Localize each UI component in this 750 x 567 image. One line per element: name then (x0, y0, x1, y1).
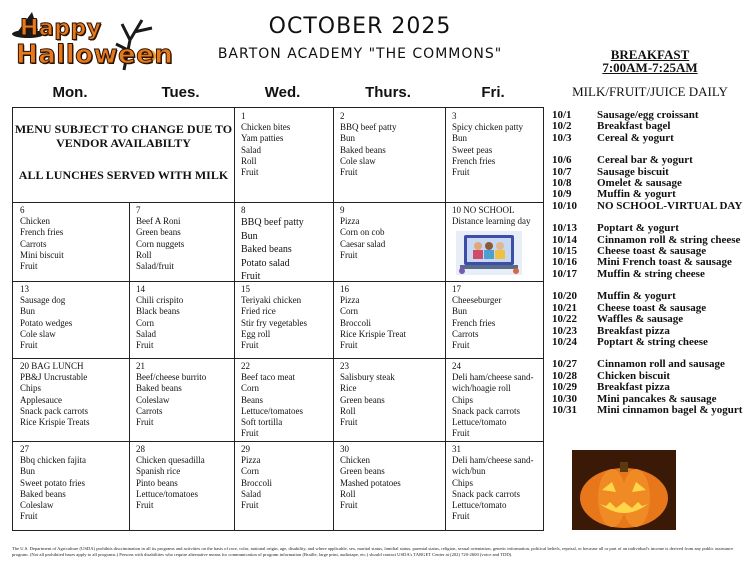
menu-item: Bun (20, 306, 36, 317)
menu-item: Salad (241, 488, 261, 499)
day-cell (234, 441, 333, 530)
breakfast-item: Waffles & sausage (597, 313, 684, 326)
menu-item: Caesar salad (340, 238, 386, 249)
day-cell (445, 358, 543, 441)
menu-item: Fruit (241, 500, 259, 511)
menu-item: Green beans (136, 227, 181, 238)
menu-item: Coleslaw (136, 394, 170, 405)
day-cell (234, 202, 333, 281)
menu-item: Rice Krispie Treats (20, 417, 90, 428)
day-number: 7 (136, 205, 141, 215)
menu-item: Beef taco meat (241, 372, 295, 383)
menu-item: Sweet peas (452, 144, 493, 155)
menu-item: Black beans (136, 306, 180, 317)
menu-item: Egg roll (241, 328, 271, 339)
notice-line-1: MENU SUBJECT TO CHANGE DUE TO VENDOR AVAILABILTY (14, 122, 233, 150)
menu-item: Chicken quesadilla (136, 455, 205, 466)
menu-item: Fruit (136, 340, 154, 351)
breakfast-item: Muffin & yogurt (597, 188, 676, 201)
menu-item: Corn (241, 383, 259, 394)
menu-item: Bun (340, 133, 356, 144)
day-cell (13, 281, 129, 358)
day-cell (234, 108, 333, 202)
menu-item: Rice (340, 383, 357, 394)
menu-item: Fruit (241, 428, 259, 439)
breakfast-date: 10/30 (552, 392, 578, 405)
breakfast-item: Poptart & yogurt (597, 222, 679, 235)
menu-item: Beef/cheese burrito (136, 372, 207, 383)
breakfast-title: BREAKFAST (610, 47, 690, 62)
menu-item: Fruit (241, 167, 259, 178)
day-cell (13, 358, 129, 441)
menu-item: BBQ beef patty (241, 217, 304, 229)
happy-halloween-logo (12, 10, 174, 76)
menu-item: Carrots (20, 238, 47, 249)
menu-item: Soft tortilla (241, 417, 283, 428)
menu-item: Fruit (452, 511, 470, 522)
day-header (12, 84, 544, 104)
menu-item: Fruit (452, 167, 470, 178)
day-number: 10 NO SCHOOL (452, 205, 515, 215)
menu-item: PB&J Uncrustable (20, 372, 88, 383)
breakfast-juice-note: MILK/FRUIT/JUICE DAILY (572, 84, 728, 99)
breakfast-row (552, 382, 748, 393)
day-label: Tues. (161, 84, 200, 101)
menu-item: Corn nuggets (136, 238, 185, 249)
menu-item: Bbq chicken fajita (20, 455, 86, 466)
breakfast-date: 10/24 (552, 335, 578, 348)
lunch-calendar (12, 107, 544, 531)
menu-item: Cheeseburger (452, 295, 502, 306)
day-cell (129, 441, 234, 530)
menu-item: Snack pack carrots (452, 488, 520, 499)
breakfast-row (552, 359, 748, 370)
menu-item: Baked beans (136, 383, 182, 394)
menu-item: Applesauce (20, 394, 62, 405)
breakfast-list (552, 110, 748, 427)
menu-item: Roll (241, 155, 257, 166)
menu-item: Roll (340, 405, 356, 416)
menu-item: Lettuce/tomato (452, 500, 507, 511)
menu-item: Fruit (20, 261, 38, 272)
menu-item: Roll (136, 249, 152, 260)
breakfast-date: 10/1 (552, 109, 572, 121)
menu-item: Baked beans (340, 144, 386, 155)
day-number: 2 (340, 111, 345, 121)
breakfast-date: 10/21 (552, 301, 578, 314)
day-cell (445, 441, 543, 530)
breakfast-date: 10/13 (552, 222, 578, 235)
breakfast-item: Mini pancakes & sausage (597, 392, 717, 405)
menu-item: Potato wedges (20, 317, 73, 328)
breakfast-week (552, 155, 748, 212)
breakfast-item: Breakfast pizza (597, 324, 670, 337)
menu-item: Deli ham/cheese sand- (452, 455, 534, 466)
day-cell (129, 358, 234, 441)
breakfast-date: 10/7 (552, 165, 572, 178)
day-cell (234, 358, 333, 441)
menu-item: Pizza (340, 216, 360, 227)
menu-item: wich/hoagie roll (452, 383, 511, 394)
breakfast-item: Breakfast bagel (597, 120, 671, 133)
menu-item: Chips (452, 477, 474, 488)
breakfast-date: 10/2 (552, 120, 572, 133)
notice-line-2: ALL LUNCHES SERVED WITH MILK (18, 168, 229, 182)
breakfast-item: Sausage biscuit (597, 165, 669, 178)
menu-item: Salisbury steak (340, 372, 395, 383)
menu-item: Fruit (136, 500, 154, 511)
day-cell (333, 281, 445, 358)
menu-item: Corn (241, 466, 259, 477)
breakfast-item: Chicken biscuit (597, 369, 671, 382)
breakfast-date: 10/3 (552, 131, 572, 144)
menu-item: Cole slaw (20, 328, 56, 339)
breakfast-item: Cereal & yogurt (597, 131, 674, 144)
breakfast-date: 10/16 (552, 256, 578, 269)
day-cell (333, 108, 445, 202)
menu-item: Bun (20, 466, 36, 477)
menu-item: Spicy chicken patty (452, 122, 523, 133)
day-number: 23 (340, 361, 349, 371)
menu-item: Fruit (452, 340, 470, 351)
menu-item: Snack pack carrots (20, 405, 88, 416)
day-cell (333, 202, 445, 281)
breakfast-row (552, 155, 748, 166)
menu-item: Baked beans (241, 244, 292, 256)
menu-item: Snack pack carrots (452, 405, 520, 416)
breakfast-item: Omelet & sausage (597, 177, 682, 190)
day-label: Mon. (52, 84, 88, 101)
menu-item: BBQ beef patty (340, 122, 397, 133)
menu-item: Chicken (20, 216, 50, 227)
day-number: 16 (340, 284, 349, 294)
breakfast-date: 10/6 (552, 154, 572, 167)
breakfast-date: 10/22 (552, 313, 578, 326)
menu-item: French fries (452, 155, 496, 166)
day-cell (234, 281, 333, 358)
menu-item: Carrots (452, 328, 479, 339)
breakfast-item: Sausage/egg croissant (597, 109, 699, 121)
day-number: 13 (20, 284, 29, 294)
breakfast-row (552, 405, 748, 416)
breakfast-row (552, 337, 748, 348)
breakfast-row (552, 223, 748, 234)
menu-item: Roll (340, 488, 356, 499)
menu-item: Fruit (20, 511, 38, 522)
day-number: 29 (241, 444, 250, 454)
day-number: 30 (340, 444, 349, 454)
menu-item: Baked beans (20, 488, 66, 499)
menu-item: Salad/fruit (136, 261, 174, 272)
day-number: 31 (452, 444, 461, 454)
breakfast-item: Muffin & yogurt (597, 290, 676, 303)
menu-item: Mashed potatoes (340, 477, 401, 488)
menu-item: French fries (452, 317, 496, 328)
breakfast-item: Cheese toast & sausage (597, 245, 707, 258)
menu-item: Fruit (452, 428, 470, 439)
day-cell (445, 108, 543, 202)
day-number: 9 (340, 205, 345, 215)
page-title: OCTOBER 2025 (268, 14, 452, 39)
day-number: 15 (241, 284, 250, 294)
page-subtitle: BARTON ACADEMY "THE COMMONS" (217, 46, 503, 62)
breakfast-date: 10/10 (552, 199, 578, 212)
menu-item: Salad (136, 328, 156, 339)
menu-item: Fruit (340, 500, 358, 511)
menu-item: Salad (241, 144, 261, 155)
menu-item: Yam patties (241, 133, 284, 144)
distance-learning-illustration (452, 227, 543, 278)
menu-item: Corn (340, 306, 358, 317)
day-cell (445, 202, 543, 281)
day-cell (129, 281, 234, 358)
menu-item: Chips (452, 394, 474, 405)
menu-item: Bun (452, 306, 468, 317)
usda-nondiscrimination-statement: The U.S. Department of Agriculture (USDA) prohibits discrimination in all its programs and activities on the basis of race, color, national origin, age, disability, and where applicable, sex, marital status, familial status, parental status, religion, sexual orientation, genetic information, political beliefs, reprisal, or because all or part of an individual's income is derived from any public assistance program. (Not all prohibited bases apply to all programs.) Persons with disabilities who require alternative means for communication of program information (Braille, large print, audiotape, etc.) should contact USDA's TARGET Center at (202) 720-2600 (voice and TDD). (12, 546, 734, 557)
day-number: 1 (241, 111, 246, 121)
breakfast-date: 10/23 (552, 324, 578, 337)
menu-item: Rice Krispie Treat (340, 328, 406, 339)
breakfast-week (552, 359, 748, 416)
menu-item: Bun (452, 133, 468, 144)
menu-item: Deli ham/cheese sand- (452, 372, 534, 383)
day-cell (13, 441, 129, 530)
breakfast-row (552, 314, 748, 325)
day-number: 21 (136, 361, 145, 371)
breakfast-week (552, 291, 748, 348)
day-number: 24 (452, 361, 461, 371)
menu-item: Beans (241, 394, 263, 405)
menu-item: Green beans (340, 466, 385, 477)
menu-item: Lettuce/tomatoes (241, 405, 303, 416)
menu-item: Cole slaw (340, 155, 376, 166)
menu-item: Chicken (340, 455, 370, 466)
menu-item: Stir fry vegetables (241, 317, 307, 328)
menu-item: Beef A Roni (136, 216, 181, 227)
jack-o-lantern-image (572, 450, 676, 530)
menu-item: Pinto beans (136, 477, 178, 488)
menu-item: Bun (241, 230, 258, 242)
breakfast-date: 10/15 (552, 245, 578, 258)
menu-item: Fruit (340, 417, 358, 428)
menu-item: Fruit (241, 340, 259, 351)
menu-item: Fruit (340, 249, 358, 260)
menu-item: Lettuce/tomatoes (136, 488, 198, 499)
menu-item: Chicken bites (241, 122, 291, 133)
logo-line-1: Happy (20, 16, 102, 41)
menu-item: Green beans (340, 394, 385, 405)
day-number: 17 (452, 284, 461, 294)
breakfast-date: 10/29 (552, 381, 578, 394)
breakfast-week (552, 110, 748, 144)
breakfast-item: Cinnamon roll & string cheese (597, 233, 741, 246)
menu-item: Fruit (20, 340, 38, 351)
day-number: 27 (20, 444, 29, 454)
breakfast-date: 10/31 (552, 403, 578, 416)
breakfast-item: Muffin & string cheese (597, 267, 705, 280)
menu-item: Distance learning day (452, 216, 531, 227)
day-label: Thurs. (365, 84, 411, 101)
breakfast-date: 10/8 (552, 177, 572, 190)
menu-item: Fried rice (241, 306, 276, 317)
day-cell (13, 202, 129, 281)
breakfast-date: 10/28 (552, 369, 578, 382)
menu-item: Carrots (136, 405, 163, 416)
menu-item: Mini biscuit (20, 249, 64, 260)
breakfast-date: 10/27 (552, 358, 578, 371)
menu-item: Broccoli (241, 477, 272, 488)
breakfast-item: Mini cinnamon bagel & yogurt (597, 403, 743, 416)
breakfast-date: 10/9 (552, 188, 572, 201)
menu-item: Fruit (241, 271, 261, 281)
day-number: 8 (241, 205, 246, 215)
menu-item: Fruit (136, 417, 154, 428)
breakfast-item: NO SCHOOL-VIRTUAL DAY (597, 199, 743, 212)
menu-item: Spanish rice (136, 466, 181, 477)
day-cell (333, 441, 445, 530)
breakfast-time: 7:00AM-7:25AM (602, 60, 698, 75)
day-cell (445, 281, 543, 358)
breakfast-item: Cereal bar & yogurt (597, 154, 693, 167)
day-number: 6 (20, 205, 25, 215)
menu-item: Sweet potato fries (20, 477, 85, 488)
day-number: 14 (136, 284, 145, 294)
menu-item: Chips (20, 383, 42, 394)
day-cell (129, 202, 234, 281)
menu-item: Pizza (340, 295, 360, 306)
menu-item: Lettuce/tomato (452, 417, 507, 428)
day-cell (333, 358, 445, 441)
breakfast-item: Poptart & string cheese (597, 335, 708, 348)
logo-line-2: Halloween (16, 40, 174, 70)
breakfast-item: Mini French toast & sausage (597, 256, 732, 269)
menu-item: Pizza (241, 455, 261, 466)
breakfast-date: 10/14 (552, 233, 578, 246)
menu-item: Teriyaki chicken (241, 295, 302, 306)
breakfast-date: 10/20 (552, 290, 578, 303)
menu-item: wich/bun (452, 466, 486, 477)
day-label: Fri. (481, 84, 505, 101)
menu-item: Chili crispito (136, 295, 184, 306)
breakfast-item: Cheese toast & sausage (597, 301, 707, 314)
menu-item: French fries (20, 227, 64, 238)
menu-item: Corn on cob (340, 227, 385, 238)
breakfast-week (552, 223, 748, 280)
breakfast-row (552, 201, 748, 212)
day-number: 3 (452, 111, 457, 121)
breakfast-row (552, 291, 748, 302)
menu-item: Potato salad (241, 257, 290, 269)
menu-item: Fruit (340, 340, 358, 351)
day-label: Wed. (264, 84, 301, 101)
breakfast-row (552, 133, 748, 144)
day-number: 22 (241, 361, 250, 371)
menu-item: Sausage dog (20, 295, 66, 306)
day-number: 20 BAG LUNCH (20, 361, 84, 371)
breakfast-item: Cinnamon roll and sausage (597, 358, 725, 371)
day-number: 28 (136, 444, 145, 454)
menu-item: Coleslaw (20, 500, 54, 511)
menu-item: Fruit (340, 167, 358, 178)
breakfast-item: Breakfast pizza (597, 381, 670, 394)
menu-notice (13, 108, 234, 202)
menu-item: Corn (136, 317, 154, 328)
menu-item: Broccoli (340, 317, 371, 328)
breakfast-date: 10/17 (552, 267, 578, 280)
breakfast-row (552, 269, 748, 280)
